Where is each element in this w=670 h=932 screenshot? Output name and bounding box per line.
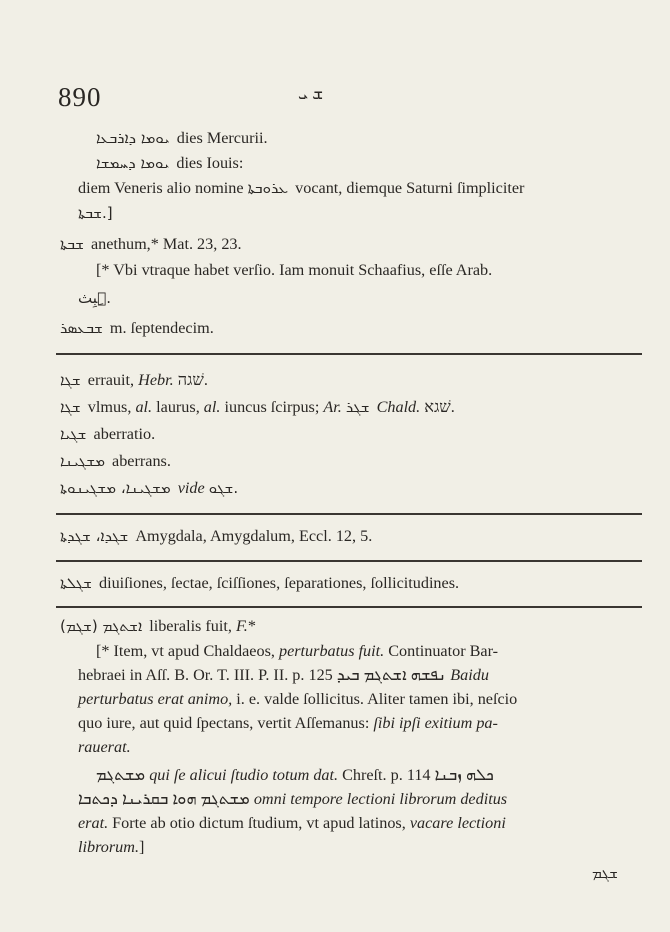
note-line: quo iure, aut quid ſpectans, vertit Aſſemanus: ſibi ipſi exitium pa- <box>78 714 498 732</box>
note-line: [* Item, vt apud Chaldaeos, perturbatus fuit. Continuator Bar- <box>96 642 499 660</box>
entry-line: ܝܘܡܐ ܕܐܪܒܥܐ dies Mercurii. <box>96 129 268 147</box>
note-line: perturbatus erat animo, i. e. valde ſollicitus. Aliter tamen ibi, neſcio <box>78 690 518 708</box>
entry-line: ܫܓܕܐ، ܫܓܕܬܐ Amygdala, Amygdalum, Eccl. 12, 5. <box>60 527 373 545</box>
catchword: ܫܓܡ <box>592 864 618 882</box>
section-rule <box>56 353 642 355</box>
entry-line: ܫܒܬܐ.] <box>78 204 113 222</box>
note-line: rauerat. <box>78 738 131 756</box>
entry-line: diem Veneris alio nomine ܥܪܘܒܬܐ vocant, diemque Saturni ſimpliciter <box>78 179 525 197</box>
note-line: ܡܫܬܓܡ ܗܘܐ ܒܩܪܝܢܐ ܕܟܬܒܐ omni tempore lectioni librorum deditus <box>78 790 508 808</box>
entry-line: ܫܓܐ errauit, Hebr. שׁגה. <box>60 371 208 389</box>
entry-line: ܡܫܓܝܢܐ aberrans. <box>60 452 171 470</box>
entry-line: (ܫܓܡ) ܐܫܬܓܡ liberalis fuit, F.* <box>60 617 256 635</box>
section-rule <box>56 513 642 515</box>
entry-line: ܫܓܝܐ aberratio. <box>60 425 156 443</box>
note-line: erat. Forte ab otio dictum ſtudium, vt apud latinos, vacare lectioni <box>78 814 506 832</box>
entry-line: ܫܓܐ vlmus, al. laurus, al. iuncus ſcirpus; Ar. ܫܓܪ Chald. שׁגא. <box>60 398 455 416</box>
entry-line: ܫِبِث. <box>78 289 112 307</box>
note-line: librorum.] <box>78 838 145 856</box>
section-rule <box>56 606 642 608</box>
entry-line: ܫܓܠܬܐ diuiſiones, ſectae, ſciſſiones, ſeparationes, ſollicitudines. <box>60 574 460 592</box>
note-line: ܡܫܬܓܡ qui ſe alicui ſtudio totum dat. Chreſt. p. 114 ܟܠܗ ܙܒܢܐ <box>96 766 494 784</box>
running-head: ܫ ܝ <box>298 84 324 103</box>
entry-line: ܡܫܓܝܢܐ، ܡܫܓܝܢܘܬܐ vide ܫܓܘ. <box>60 479 239 497</box>
entry-line: ܝܘܡܐ ܕܚܡܫܐ dies Iouis: <box>96 154 244 172</box>
entry-line: ܫܒܬܐ anethum,* Mat. 23, 23. <box>60 235 242 253</box>
entry-line: ܫܒܥܣܪ m. ſeptendecim. <box>60 319 214 337</box>
section-rule <box>56 560 642 562</box>
note-line: hebraei in Aſſ. B. Or. T. III. P. II. p. 125 ܢܦܫܗ ܐܫܬܓܡ ܒܝܕ Baidu <box>78 666 489 684</box>
note-line: [* Vbi vtraque habet verſio. Iam monuit Schaafius, eſſe Arab. <box>96 261 493 279</box>
page-number: 890 <box>58 82 102 112</box>
